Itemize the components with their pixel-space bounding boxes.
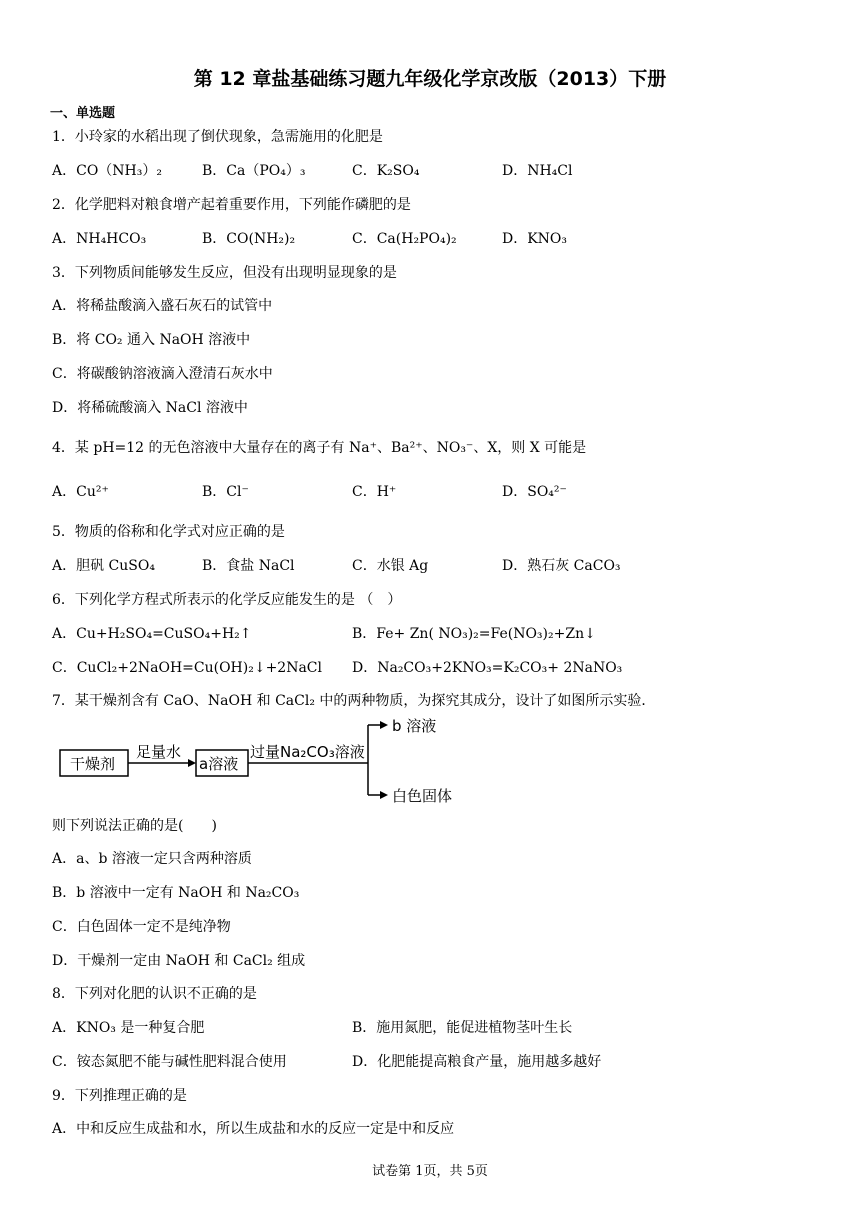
reagent-label: 过量Na₂CO₃溶液 (250, 743, 365, 761)
question-7-followup: 则下列说法正确的是( ) (52, 818, 217, 834)
q1-option-d: D．NH₄Cl (502, 163, 573, 179)
q1-option-c: C．K₂SO₄ (352, 163, 420, 179)
q4-option-b: B．Cl⁻ (202, 484, 249, 500)
q7-option-b: B．b 溶液中一定有 NaOH 和 Na₂CO₃ (52, 885, 300, 901)
question-6-stem: 6．下列化学方程式所表示的化学反应能发生的是 （ ） (52, 592, 402, 608)
q5-option-b: B．食盐 NaCl (202, 558, 295, 574)
solution-b-label: b 溶液 (392, 717, 437, 735)
question-7-stem: 7．某干燥剂含有 CaO、NaOH 和 CaCl₂ 中的两种物质，为探究其成分，设计了如图所示实验． (52, 693, 656, 709)
q6-option-b: B．Fe+ Zn( NO₃)₂=Fe(NO₃)₂+Zn↓ (352, 626, 596, 642)
q9-option-a: A．中和反应生成盐和水，所以生成盐和水的反应一定是中和反应 (52, 1121, 455, 1137)
q3-option-c: C．将碳酸钠溶液滴入澄清石灰水中 (52, 366, 273, 382)
q4-option-d: D．SO₄²⁻ (502, 484, 567, 500)
question-2-stem: 2．化学肥料对粮食增产起着重要作用，下列能作磷肥的是 (52, 197, 411, 213)
q3-option-b: B．将 CO₂ 通入 NaOH 溶液中 (52, 332, 251, 348)
q1-option-b: B．Ca（PO₄）₃ (202, 163, 306, 179)
q2-option-a: A．NH₄HCO₃ (52, 231, 147, 247)
question-8-stem: 8．下列对化肥的认识不正确的是 (52, 986, 257, 1002)
q8-option-c: C．铵态氮肥不能与碱性肥料混合使用 (52, 1054, 287, 1070)
q8-option-a: A．KNO₃ 是一种复合肥 (52, 1020, 205, 1036)
q2-option-b: B．CO(NH₂)₂ (202, 231, 296, 247)
q6-option-d: D．Na₂CO₃+2KNO₃=K₂CO₃+ 2NaNO₃ (352, 660, 623, 676)
water-label: 足量水 (136, 743, 182, 761)
q3-option-a: A．将稀盐酸滴入盛石灰石的试管中 (52, 298, 273, 314)
question-4-stem: 4．某 pH=12 的无色溶液中大量存在的离子有 Na⁺、Ba²⁺、NO₃⁻、X，则 X 可能是 (52, 440, 587, 456)
arrow-icon (188, 759, 196, 767)
question-1-stem: 1．小玲家的水稻出现了倒伏现象，急需施用的化肥是 (52, 129, 383, 145)
q4-option-a: A．Cu²⁺ (52, 484, 109, 500)
page-title: 第 12 章盐基础练习题九年级化学京改版（2013）下册 (193, 68, 667, 90)
q2-option-d: D．KNO₃ (502, 231, 568, 247)
q4-option-c: C．H⁺ (352, 484, 397, 500)
question-5-stem: 5．物质的俗称和化学式对应正确的是 (52, 524, 285, 540)
white-solid-label: 白色固体 (392, 787, 453, 805)
question-3-stem: 3．下列物质间能够发生反应，但没有出现明显现象的是 (52, 265, 397, 281)
section-heading: 一、单选题 (50, 106, 116, 121)
q7-option-d: D．干燥剂一定由 NaOH 和 CaCl₂ 组成 (52, 953, 306, 969)
q5-option-c: C．水银 Ag (352, 558, 429, 574)
q2-option-c: C．Ca(H₂PO₄)₂ (352, 231, 457, 247)
page-footer: 试卷第 1页，共 5页 (372, 1164, 488, 1179)
arrow-icon (380, 791, 388, 799)
solution-a-label: a溶液 (199, 755, 239, 773)
q6-option-c: C．CuCl₂+2NaOH=Cu(OH)₂↓+2NaCl (52, 660, 322, 676)
drier-label: 干燥剂 (70, 755, 116, 773)
q3-option-d: D．将稀硫酸滴入 NaCl 溶液中 (52, 400, 248, 416)
arrow-icon (380, 721, 388, 729)
q6-option-a: A．Cu+H₂SO₄=CuSO₄+H₂↑ (52, 626, 252, 642)
q8-option-d: D．化肥能提高粮食产量，施用越多越好 (352, 1054, 602, 1070)
q8-option-b: B．施用氮肥，能促进植物茎叶生长 (352, 1020, 573, 1036)
q5-option-a: A．胆矾 CuSO₄ (52, 558, 155, 574)
q5-option-d: D．熟石灰 CaCO₃ (502, 558, 621, 574)
experiment-flow-diagram (58, 715, 478, 810)
question-9-stem: 9．下列推理正确的是 (52, 1088, 187, 1104)
q7-option-c: C．白色固体一定不是纯净物 (52, 919, 231, 935)
q7-option-a: A．a、b 溶液一定只含两种溶质 (52, 851, 252, 867)
q1-option-a: A．CO（NH₃）₂ (52, 163, 162, 179)
